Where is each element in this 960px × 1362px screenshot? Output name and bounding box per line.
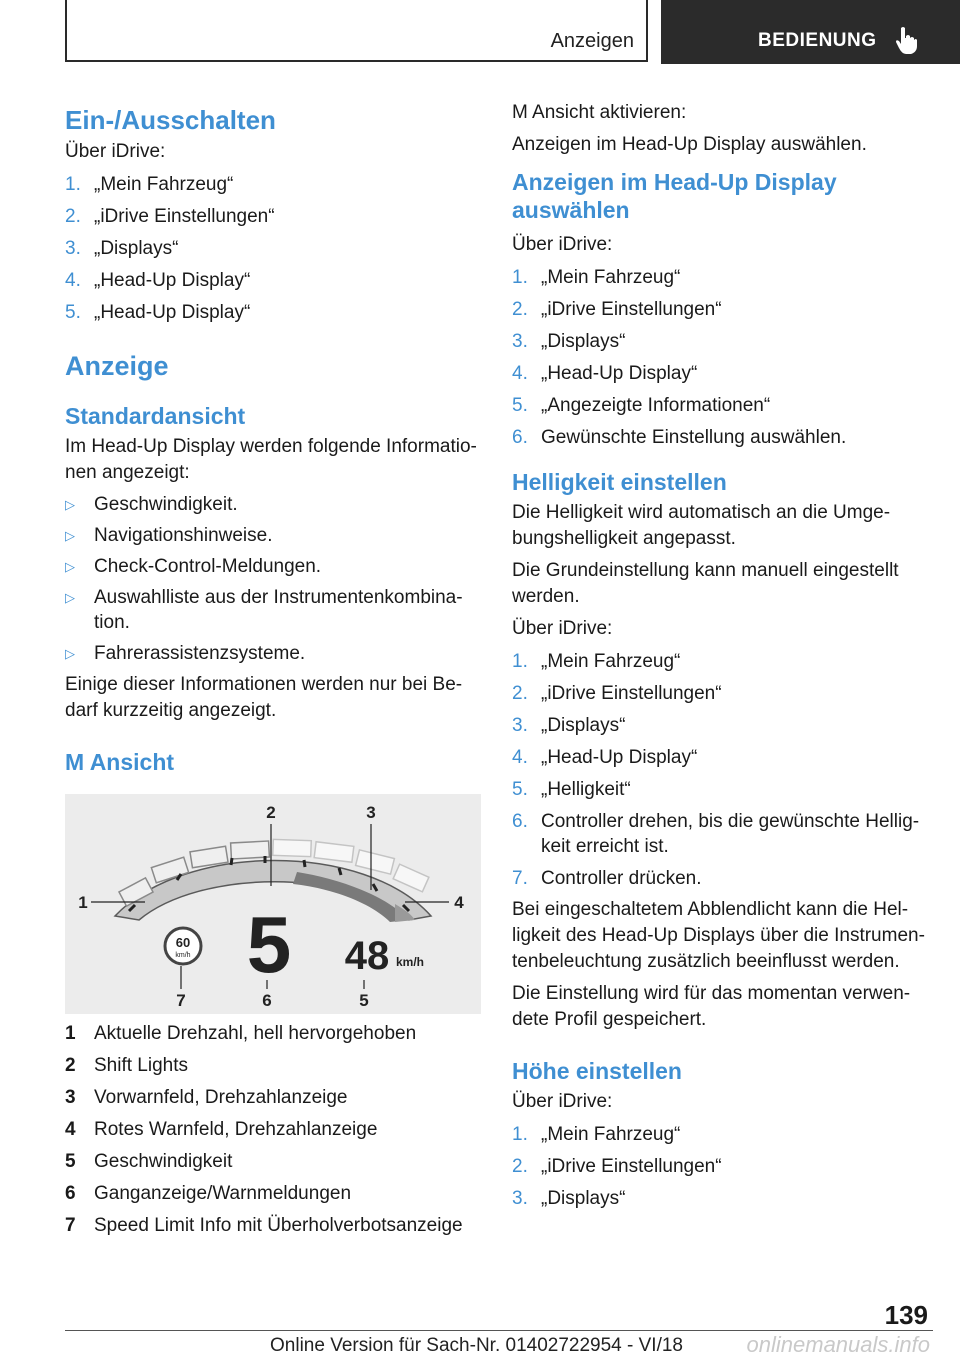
- list-item: [65, 1149, 483, 1174]
- section-title-anzeige: Anzeige: [65, 351, 169, 381]
- item-text: „Displays“: [541, 715, 626, 736]
- section-title-m-ansicht: M Ansicht: [65, 749, 175, 775]
- legend-number: 4: [65, 1119, 76, 1140]
- header-chapter-title: BEDIENUNG: [758, 30, 877, 51]
- speed-limit-unit: km/h: [175, 952, 191, 959]
- list-item: [512, 681, 932, 706]
- triangle-bullet-icon: ▷: [65, 646, 75, 661]
- item-text: Aktuelle Drehzahl, hell hervorgehoben: [94, 1023, 417, 1044]
- legend-number: 3: [65, 1087, 76, 1108]
- list-item: [512, 649, 932, 674]
- item-text: Speed Limit Info mit Überholverbotsanzeige: [94, 1215, 463, 1236]
- item-text: Geschwindigkeit: [94, 1151, 233, 1172]
- helligkeit-p1: Die Helligkeit wird automatisch an die Umge-bungshelligkeit angepasst.: [512, 502, 891, 549]
- item-text: Controller drehen, bis die gewünschte Hellig-keit erreicht ist.: [541, 811, 920, 857]
- step-number: 4.: [512, 363, 528, 384]
- helligkeit-p2: Die Grundeinstellung kann manuell eingestellt werden.: [512, 560, 899, 607]
- auswahl-intro: Über iDrive:: [512, 234, 613, 255]
- hud-m-view-illustration: [65, 794, 481, 1014]
- step-number: 3.: [512, 331, 528, 352]
- callout-4: 4: [454, 893, 464, 912]
- step-number: 2.: [512, 1156, 528, 1177]
- item-text: „iDrive Einstellungen“: [541, 683, 722, 704]
- section-title-anzeigen-auswaehlen: Anzeigen im Head-Up Display auswählen: [512, 169, 837, 223]
- step-number: 3.: [512, 715, 528, 736]
- step-number: 1.: [512, 1124, 528, 1145]
- step-number: 6.: [512, 427, 528, 448]
- ein-aus-intro: Über iDrive:: [65, 141, 166, 162]
- list-item: [512, 809, 932, 859]
- section-title-ein-aus: Ein-/Ausschalten: [65, 105, 276, 135]
- speed-display: 48: [344, 934, 390, 978]
- list-item: [65, 1213, 483, 1238]
- legend-number: 1: [65, 1023, 76, 1044]
- list-item: [65, 1181, 483, 1206]
- list-item: [65, 204, 483, 229]
- right-column: [512, 100, 932, 1211]
- legend-number: 2: [65, 1055, 76, 1076]
- standard-bullets: [65, 492, 483, 666]
- m-aktivieren-text: Anzeigen im Head-Up Display auswählen.: [512, 134, 867, 155]
- item-text: „iDrive Einstellungen“: [94, 206, 275, 227]
- section-title-helligkeit: Helligkeit einstellen: [512, 469, 727, 495]
- item-text: „Helligkeit“: [541, 779, 631, 800]
- standard-note: Einige dieser Informationen werden nur bei Be-darf kurzzeitig angezeigt.: [65, 674, 463, 721]
- list-item: [65, 268, 483, 293]
- list-item: [512, 777, 932, 802]
- step-number: 3.: [65, 238, 81, 259]
- legend-number: 7: [65, 1215, 76, 1236]
- item-text: Controller drücken.: [541, 868, 702, 889]
- pointing-hand-icon: [895, 26, 919, 54]
- item-text: „Head-Up Display“: [94, 270, 251, 291]
- helligkeit-intro: Über iDrive:: [512, 618, 613, 639]
- section-title-hoehe: Höhe einstellen: [512, 1058, 682, 1084]
- step-number: 1.: [512, 651, 528, 672]
- list-item: [512, 713, 932, 738]
- speed-unit: km/h: [395, 955, 425, 969]
- item-text: „Head-Up Display“: [94, 302, 251, 323]
- item-text: „Angezeigte Informationen“: [541, 395, 771, 416]
- callout-2: 2: [266, 803, 276, 822]
- list-item: [65, 492, 483, 517]
- item-text: Check-Control-Meldungen.: [94, 556, 322, 577]
- callout-7: 7: [176, 991, 186, 1010]
- list-item: [512, 393, 932, 418]
- step-number: 2.: [65, 206, 81, 227]
- list-item: [65, 300, 483, 325]
- list-item: [512, 1186, 932, 1211]
- step-number: 3.: [512, 1188, 528, 1209]
- list-item: [512, 329, 932, 354]
- list-item: [512, 1122, 932, 1147]
- hoehe-steps: [512, 1122, 932, 1211]
- list-item: [512, 1154, 932, 1179]
- legend-number: 5: [65, 1151, 76, 1172]
- header-section-title: Anzeigen: [550, 30, 634, 52]
- left-column: [65, 100, 483, 1238]
- list-item: [65, 1021, 483, 1046]
- item-text: „Mein Fahrzeug“: [541, 651, 681, 672]
- item-text: „Mein Fahrzeug“: [541, 267, 681, 288]
- m-aktivieren-label: M Ansicht aktivieren:: [512, 102, 687, 123]
- speed-limit-value: 60: [175, 935, 191, 950]
- list-item: [65, 554, 483, 579]
- gear-display: 5: [246, 900, 292, 989]
- triangle-bullet-icon: ▷: [65, 590, 75, 605]
- auswahl-steps: [512, 265, 932, 450]
- step-number: 2.: [512, 683, 528, 704]
- hud-m-view-drawing: [65, 794, 481, 1014]
- list-item: [65, 1085, 483, 1110]
- item-text: Geschwindigkeit.: [94, 494, 238, 515]
- step-number: 4.: [512, 747, 528, 768]
- step-number: 6.: [512, 811, 528, 832]
- helligkeit-p4: Die Einstellung wird für das momentan verwen-dete Profil gespeichert.: [512, 983, 911, 1030]
- ein-aus-steps: [65, 172, 483, 325]
- step-number: 5.: [65, 302, 81, 323]
- item-text: „Displays“: [541, 331, 626, 352]
- item-text: Navigationshinweise.: [94, 525, 273, 546]
- item-text: Gewünschte Einstellung auswählen.: [541, 427, 847, 448]
- step-number: 1.: [512, 267, 528, 288]
- step-number: 5.: [512, 779, 528, 800]
- list-item: [65, 172, 483, 197]
- callout-6: 6: [262, 991, 272, 1010]
- item-text: „Head-Up Display“: [541, 363, 698, 384]
- footer-divider: [65, 1330, 933, 1331]
- item-text: „Displays“: [94, 238, 179, 259]
- list-item: [65, 641, 483, 666]
- step-number: 4.: [65, 270, 81, 291]
- item-text: Rotes Warnfeld, Drehzahlanzeige: [94, 1119, 378, 1140]
- helligkeit-p3: Bei eingeschaltetem Abblendlicht kann die Hel-ligkeit des Head-Up Displays über die Instrumen-tenbeleuchtung zusätzlich beeinflusst werden.: [512, 899, 925, 972]
- m-ansicht-legend: [65, 1021, 483, 1238]
- header-left-box: [65, 0, 648, 62]
- triangle-bullet-icon: ▷: [65, 528, 75, 543]
- item-text: „Displays“: [541, 1188, 626, 1209]
- list-item: [512, 297, 932, 322]
- item-text: Vorwarnfeld, Drehzahlanzeige: [94, 1087, 348, 1108]
- list-item: [65, 585, 483, 635]
- list-item: [65, 523, 483, 548]
- hoehe-intro: Über iDrive:: [512, 1091, 613, 1112]
- list-item: [65, 1053, 483, 1078]
- header-chapter-tab: [661, 0, 960, 64]
- item-text: Shift Lights: [94, 1055, 188, 1076]
- step-number: 1.: [65, 174, 81, 195]
- section-title-standardansicht: Standardansicht: [65, 403, 246, 429]
- page-number: 139: [884, 1300, 928, 1330]
- helligkeit-steps: [512, 649, 932, 891]
- step-number: 7.: [512, 868, 528, 889]
- footer-watermark: onlinemanuals.info: [746, 1332, 930, 1357]
- list-item: [512, 745, 932, 770]
- item-text: Auswahlliste aus der Instrumentenkombina-tion.: [94, 587, 463, 633]
- standard-intro: Im Head-Up Display werden folgende Informatio-nen angezeigt:: [65, 436, 477, 483]
- list-item: [65, 1117, 483, 1142]
- triangle-bullet-icon: ▷: [65, 559, 75, 574]
- triangle-bullet-icon: ▷: [65, 497, 75, 512]
- item-text: „iDrive Einstellungen“: [541, 1156, 722, 1177]
- callout-1: 1: [78, 893, 88, 912]
- callout-5: 5: [359, 991, 369, 1010]
- list-item: [65, 236, 483, 261]
- item-text: „Mein Fahrzeug“: [541, 1124, 681, 1145]
- step-number: 5.: [512, 395, 528, 416]
- callout-3: 3: [366, 803, 376, 822]
- list-item: [512, 425, 932, 450]
- item-text: „iDrive Einstellungen“: [541, 299, 722, 320]
- footer-online-version: Online Version für Sach-Nr. 01402722954 - VI/18: [270, 1335, 683, 1356]
- item-text: „Mein Fahrzeug“: [94, 174, 234, 195]
- legend-number: 6: [65, 1183, 76, 1204]
- step-number: 2.: [512, 299, 528, 320]
- item-text: Fahrerassistenzsysteme.: [94, 643, 306, 664]
- item-text: „Head-Up Display“: [541, 747, 698, 768]
- list-item: [512, 361, 932, 386]
- list-item: [512, 866, 932, 891]
- item-text: Ganganzeige/Warnmeldungen: [94, 1183, 352, 1204]
- list-item: [512, 265, 932, 290]
